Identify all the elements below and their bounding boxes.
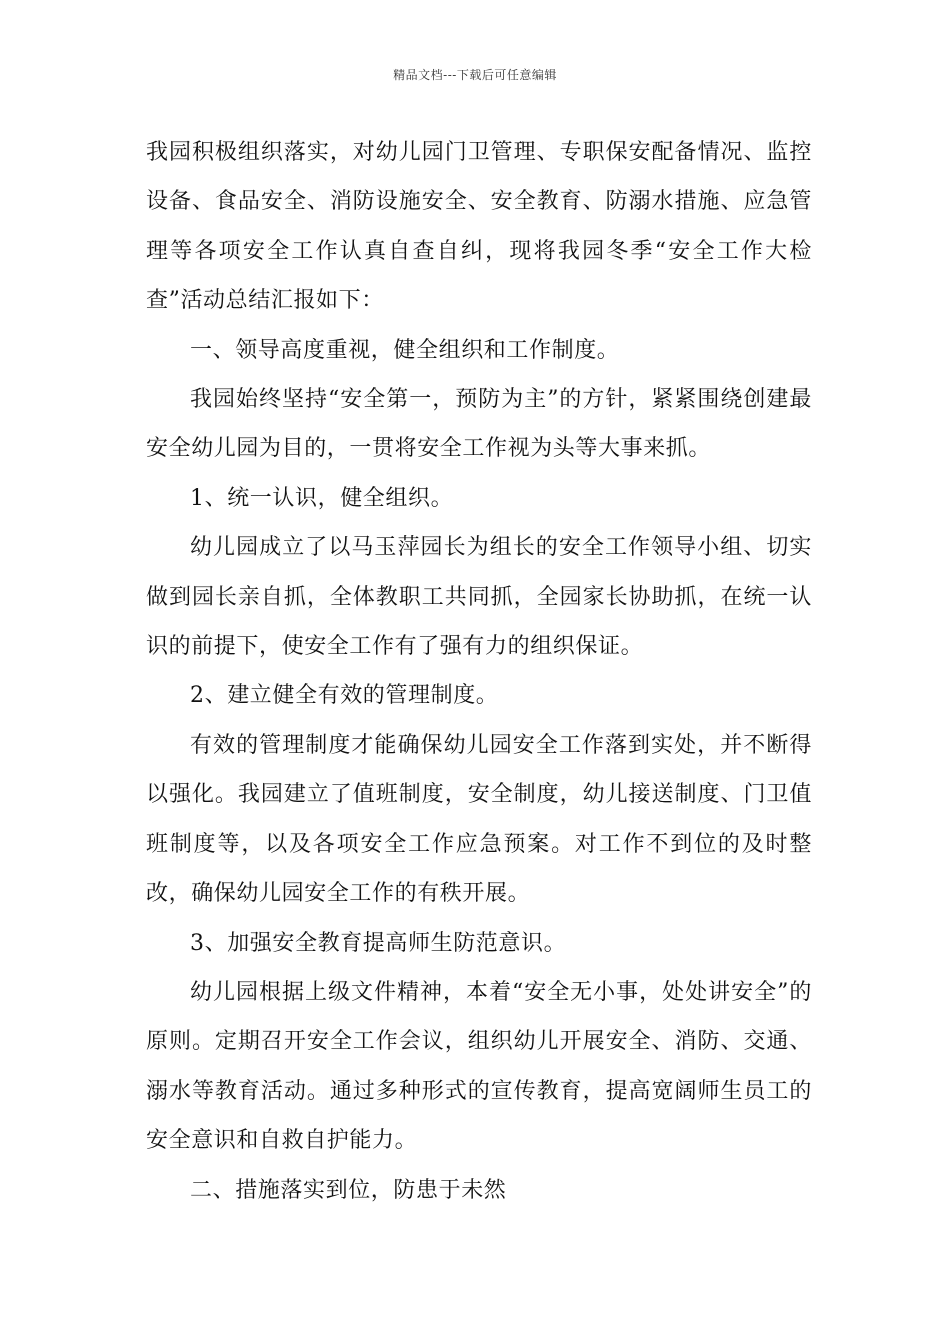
page-header: 精品文档---下载后可任意编辑 — [393, 68, 557, 82]
subsection-heading-1: 1、统一认识，健全组织。 — [190, 485, 454, 511]
section-heading-2: 二、措施落实到位，防患于未然 — [190, 1177, 507, 1203]
paragraph: 幼儿园成立了以马玉萍园长为组长的安全工作领导小组、切实做到园长亲自抓，全体教职工共同抓，全园家长协助抓，在统一认识的前提下，使安全工作有了强有力的组织保证。 — [146, 535, 812, 660]
document-body — [146, 128, 812, 1215]
paragraph: 有效的管理制度才能确保幼儿园安全工作落到实处，并不断得以强化。我园建立了值班制度，安全制度，幼儿接送制度、门卫值班制度等，以及各项安全工作应急预案。对工作不到位的及时整改，确保幼儿园安全工作的有秩开展。 — [146, 732, 812, 907]
subsection-heading-2: 2、建立健全有效的管理制度。 — [190, 683, 499, 709]
paragraph-intro: 我园积极组织落实，对幼儿园门卫管理、专职保安配备情况、监控设备、食品安全、消防设施安全、安全教育、防溺水措施、应急管理等各项安全工作认真自查自纠，现将我园冬季“安全工作大检查”活动总结汇报如下： — [146, 140, 812, 314]
paragraph: 幼儿园根据上级文件精神，本着“安全无小事，处处讲安全”的原则。定期召开安全工作会议，组织幼儿开展安全、消防、交通、溺水等教育活动。通过多种形式的宣传教育，提高宽阔师生员工的安全意识和自救自护能力。 — [146, 979, 812, 1154]
paragraph: 我园始终坚持“安全第一，预防为主”的方针，紧紧围绕创建最安全幼儿园为目的，一贯将安全工作视为头等大事来抓。 — [146, 387, 812, 462]
section-heading-1: 一、领导高度重视，健全组织和工作制度。 — [190, 337, 620, 363]
subsection-heading-3: 3、加强安全教育提高师生防范意识。 — [190, 930, 567, 956]
